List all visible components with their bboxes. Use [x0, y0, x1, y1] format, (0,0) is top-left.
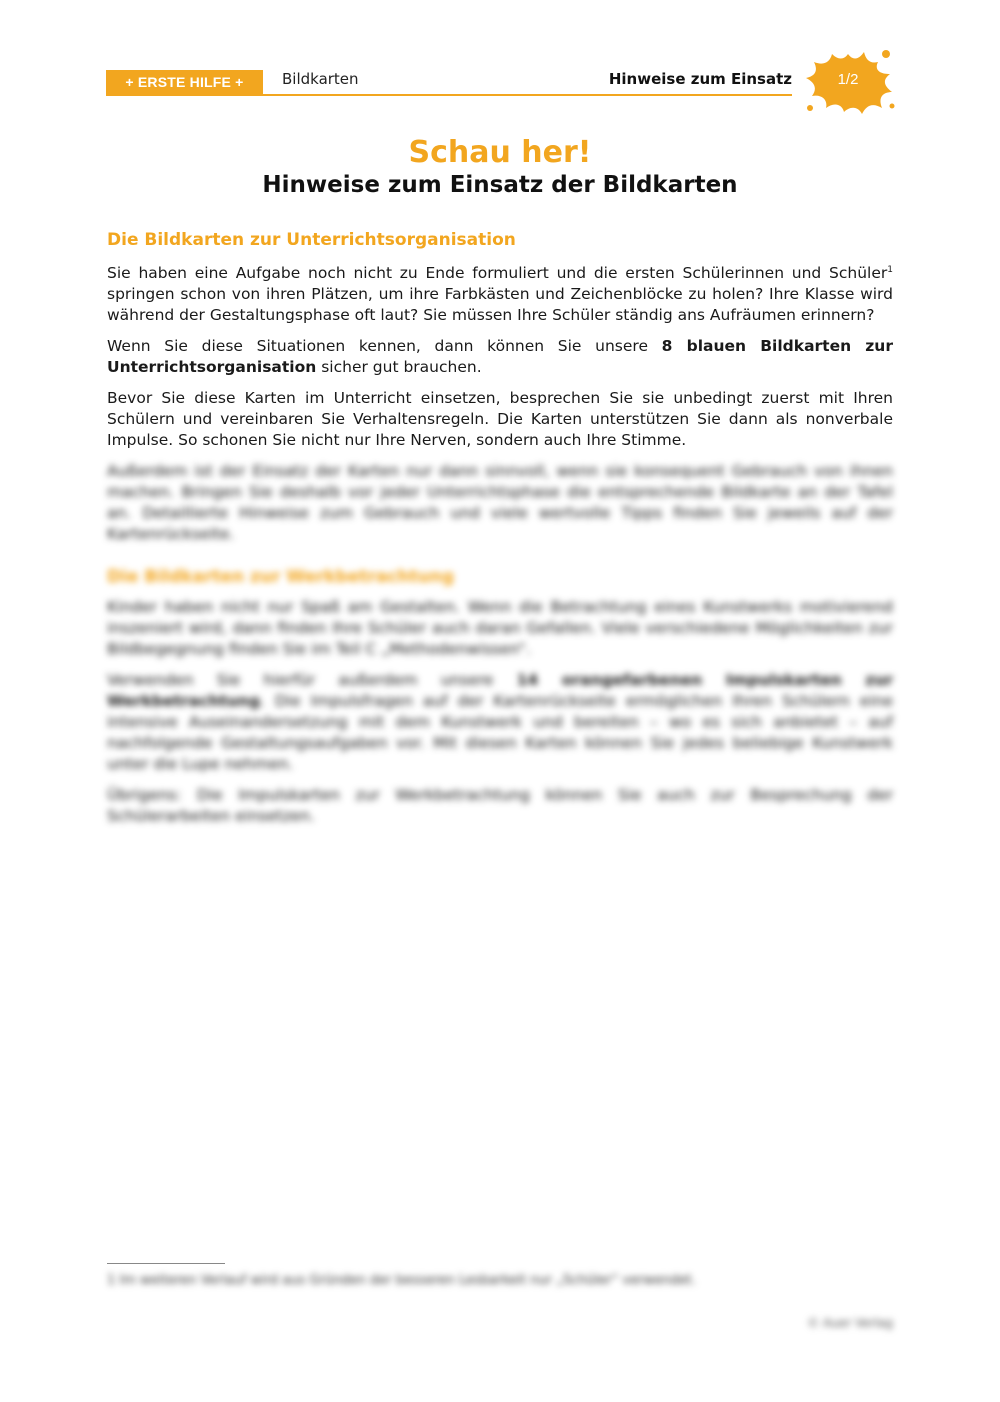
- page-title: Schau her!: [408, 135, 592, 170]
- header-title: Hinweise zum Einsatz: [608, 70, 792, 88]
- footnote-marker: 1: [887, 265, 893, 275]
- paragraph: Wenn Sie diese Situationen kennen, dann können Sie unsere 8 blauen Bildkarten zur Unterrichtsorganisation sicher gut brauchen.: [107, 337, 893, 377]
- footnote-divider: [107, 1263, 225, 1264]
- series-badge: + ERSTE HILFE +: [106, 70, 263, 94]
- header-section-label: Bildkarten: [282, 70, 359, 88]
- paragraph: Bevor Sie diese Karten im Unterricht einsetzen, besprechen Sie sie unbedingt zuerst mit Ihren Schülern und vereinbaren Sie Verhaltensregeln. Die Karten unterstützen Sie dann als nonverbale Impulse. So schonen Sie nicht nur Ihre Nerven, sondern auch Ihre Stimme.: [107, 389, 893, 450]
- section-heading-organisation: Die Bildkarten zur Unterrichtsorganisation: [107, 230, 516, 250]
- paragraph-blurred: Außerdem ist der Einsatz der Karten nur dann sinnvoll, wenn sie konsequent Gebrauch von ihnen machen. Bringen Sie deshalb vor jeder Unterrichtsphase die entsprechende Bildkarte an der Tafel an. Detaillierte Hinweise zum Gebrauch und viele wertvolle Tipps finden Sie jeweils auf der Kartenrückseite.: [107, 462, 893, 544]
- paragraph: Sie haben eine Aufgabe noch nicht zu Ende formuliert und die ersten Schülerinnen und Schüler$^1$ springen schon von ihren Plätzen, um ihre Farbkästen und Zeichenblöcke zu holen? Ihre Klasse wird während der Gestaltungsphase oft laut? Sie müssen Ihre Schüler ständig ans Aufräumen erinnern?: [107, 264, 893, 325]
- footnote: 1 Im weiteren Verlauf wird aus Gründen der besseren Lesbarkeit nur „Schüler“ verwendet.: [107, 1273, 696, 1288]
- copyright: © Auer Verlag: [807, 1316, 893, 1330]
- paragraph: Übrigens: Die Impulskarten zur Werkbetrachtung können Sie auch zur Besprechung der Schülerarbeiten einsetzen.: [107, 786, 893, 826]
- paragraph: Kinder haben nicht nur Spaß am Gestalten. Wenn die Betrachtung eines Kunstwerks motivierend inszeniert wird, dann finden Ihre Schüler auch daran Gefallen. Viele verschiedene Möglichkeiten zur Bildbegegnung finden Sie im Teil C „Methodenwissen“.: [107, 598, 893, 659]
- emphasis: 14 orangefarbenen Impulskarten zur Werkbetrachtung: [107, 671, 893, 711]
- page-header: [106, 66, 792, 96]
- section-heading-werkbetrachtung: Die Bildkarten zur Werkbetrachtung: [107, 567, 455, 588]
- emphasis: 8 blauen Bildkarten zur Unterrichtsorganisation: [107, 337, 893, 377]
- paragraph: Verwenden Sie hierfür außerdem unsere 14 orangefarbenen Impulskarten zur Werkbetrachtung. Die Impulsfragen auf der Kartenrückseite ermöglichen Ihren Schülern eine intensive Auseinandersetzung mit dem Kunstwerk und bereiten – wo es sich anbietet – auf nachfolgende Gestaltungsaufgaben vor. Mit diesen Karten können Sie jedes beliebige Kunstwerk unter die Lupe nehmen.: [107, 671, 893, 774]
- section-werkbetrachtung: [107, 567, 893, 827]
- main-content: [107, 230, 893, 837]
- page-subtitle: Hinweise zum Einsatz der Bildkarten: [262, 172, 738, 198]
- page-number: 1/2: [837, 71, 859, 88]
